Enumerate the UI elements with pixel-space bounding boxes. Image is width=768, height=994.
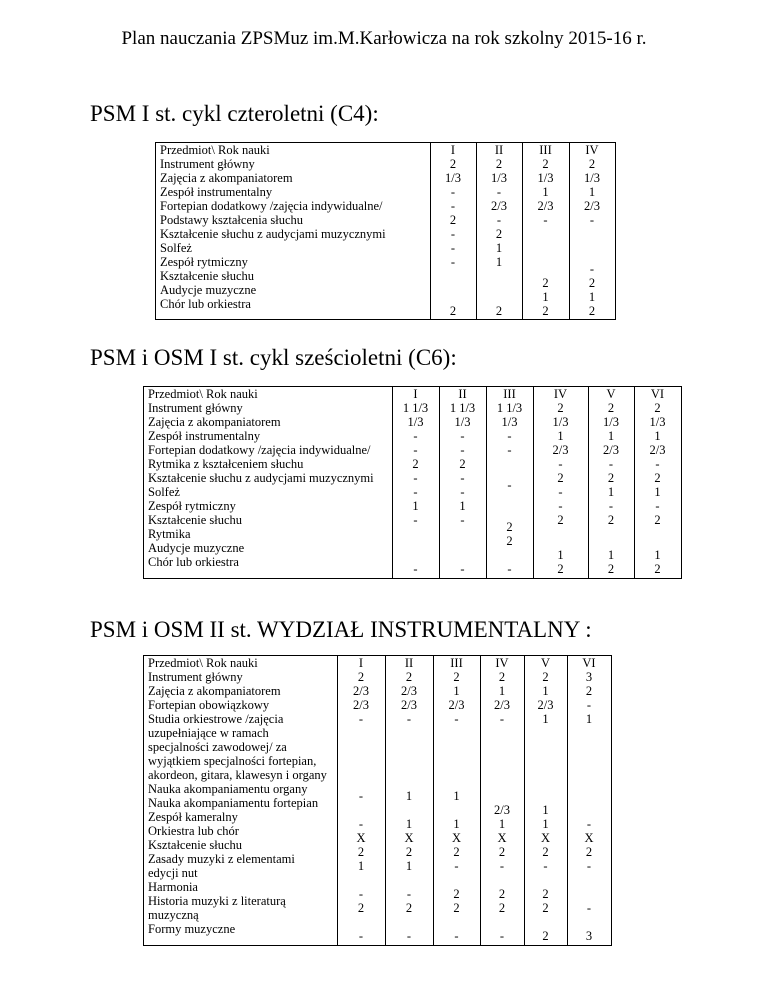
year-header: IV (553, 387, 568, 401)
table-cell: - (413, 513, 418, 527)
subject-label: Zajęcia z akompaniatorem (148, 684, 281, 698)
table-cell: 2/3 (494, 803, 510, 817)
table-cell: - (413, 429, 418, 443)
table-cell: 2 (607, 471, 615, 485)
table-cell: 1 (607, 485, 615, 499)
table-cell: - (507, 443, 512, 457)
table-cell: 2 (542, 276, 549, 290)
section-title-ii-stopien: PSM i OSM II st. WYDZIAŁ INSTRUMENTALNY : (90, 617, 592, 642)
table-c4 (155, 142, 616, 320)
table-cell: 2 (405, 901, 413, 915)
table-cell: 2 (542, 157, 549, 171)
table-cell: 2 (357, 901, 365, 915)
subject-header: Przedmiot\ Rok nauki (148, 656, 258, 670)
subject-label: Nauka akompaniamentu organy (148, 782, 308, 796)
table-cell: 1 (412, 499, 419, 513)
table-cell: - (406, 929, 412, 943)
table-cell: - (507, 429, 512, 443)
year-header: VI (650, 387, 665, 401)
subject-label: Solfeż (148, 485, 180, 499)
table-cell: - (413, 485, 418, 499)
year-header: I (450, 143, 456, 157)
table-cell: - (358, 887, 364, 901)
subject-label: muzyczną (148, 908, 199, 922)
table-cell: 1 (542, 684, 549, 698)
table-cell: - (586, 859, 592, 873)
table-cell: 1 (459, 499, 466, 513)
subject-label: Solfeż (160, 241, 192, 255)
table-cell: 1 (405, 789, 413, 803)
table-cell: - (358, 712, 364, 726)
table-cell: 1 (498, 684, 506, 698)
table-cell: 2 (459, 457, 466, 471)
subject-label: Zespół rytmiczny (160, 255, 248, 269)
table-cell: 2/3 (448, 698, 465, 712)
table-cell: 2 (542, 901, 549, 915)
table-cell: - (589, 262, 595, 276)
table-cell: 2 (498, 670, 506, 684)
table-cell: - (413, 471, 418, 485)
table-cell: - (454, 929, 459, 943)
subject-header: Przedmiot\ Rok nauki (160, 143, 270, 157)
table-cell: 2 (542, 845, 549, 859)
table-cell: - (358, 789, 364, 803)
table-cell: - (460, 443, 465, 457)
table-cell: - (499, 859, 505, 873)
subject-label: Zespół instrumentalny (148, 429, 261, 443)
table-cell: 1 (498, 817, 506, 831)
table-cell: 2 (542, 670, 549, 684)
table-cell: 1 (654, 429, 661, 443)
subject-label: Instrument główny (148, 401, 243, 415)
table-cell: - (558, 499, 563, 513)
table-cell: - (558, 485, 563, 499)
table-cell: 2/3 (353, 698, 369, 712)
table-cell: 2 (498, 901, 506, 915)
table-cell: 2 (654, 513, 661, 527)
table-cell: 1 (495, 255, 503, 269)
subject-label: Audycje muzyczne (160, 283, 257, 297)
table-cell: 2 (449, 213, 457, 227)
table-ii-stopien (143, 655, 612, 946)
subject-label: Podstawy kształcenia słuchu (160, 213, 304, 227)
table-cell: 1 (357, 859, 365, 873)
year-header: II (494, 143, 504, 157)
table-cell: X (584, 831, 594, 845)
table-cell: 1/3 (537, 171, 554, 185)
year-header: III (539, 143, 552, 157)
subject-label: Zespół rytmiczny (148, 499, 236, 513)
subject-label: Chór lub orkiestra (160, 297, 251, 311)
table-cell: 2 (405, 670, 413, 684)
subject-label: edycji nut (148, 866, 198, 880)
year-header: IV (585, 143, 599, 157)
table-cell: 1 (607, 548, 615, 562)
table-cell: 1 (405, 859, 413, 873)
table-cell: - (358, 929, 364, 943)
table-cell: 1/3 (407, 415, 424, 429)
table-cell: 2 (542, 887, 549, 901)
subject-label: Orkiestra lub chór (148, 824, 239, 838)
table-cell: - (460, 562, 465, 576)
subject-label: Rytmika z kształceniem słuchu (148, 457, 304, 471)
subject-label: Zajęcia z akompaniatorem (148, 415, 281, 429)
table-cell: 1/3 (603, 415, 619, 429)
table-cell: 2 (357, 670, 365, 684)
table-cell: - (586, 698, 592, 712)
subject-label: Zajęcia z akompaniatorem (160, 171, 293, 185)
subject-label: Studia orkiestrowe /zajęcia (148, 712, 284, 726)
table-cell: - (496, 185, 502, 199)
table-cell: 1/3 (501, 415, 518, 429)
table-cell: 1 (453, 684, 460, 698)
table-cell: 1/3 (454, 415, 471, 429)
table-cell: 2 (588, 276, 596, 290)
table-cell: 1/3 (584, 171, 600, 185)
table-cell: - (499, 929, 505, 943)
subject-label: Kształcenie słuchu (148, 838, 243, 852)
subject-label: Nauka akompaniamentu fortepian (148, 796, 319, 810)
table-cell: - (499, 712, 505, 726)
table-cell: 1 (607, 429, 615, 443)
table-cell: 2 (588, 157, 596, 171)
table-cell: 2 (654, 562, 661, 576)
table-cell: 1 (542, 817, 549, 831)
table-cell: - (413, 443, 418, 457)
table-cell: - (543, 859, 548, 873)
table-cell: 1 (654, 485, 661, 499)
table-cell: - (460, 471, 465, 485)
table-cell: 1/3 (552, 415, 569, 429)
table-cell: - (454, 859, 459, 873)
table-cell: 1 (542, 185, 549, 199)
subject-label: Chór lub orkiestra (148, 555, 239, 569)
table-cell: 2 (495, 157, 503, 171)
table-cell: - (460, 513, 465, 527)
section-title-c6: PSM i OSM I st. cykl sześcioletni (C6): (90, 345, 457, 370)
subject-label: Historia muzyki z literaturą (148, 894, 286, 908)
table-cell: 2/3 (603, 443, 619, 457)
page-title: Plan nauczania ZPSMuz im.M.Karłowicza na rok szkolny 2015-16 r. (121, 28, 647, 49)
section-title-c4: PSM I st. cykl czteroletni (C4): (90, 101, 379, 126)
table-cell: 1/3 (491, 171, 507, 185)
table-cell: 1/3 (445, 171, 461, 185)
table-cell: - (454, 712, 459, 726)
table-cell: 2/3 (401, 684, 417, 698)
table-cell: 2/3 (649, 443, 666, 457)
table-cell: 1 (453, 789, 460, 803)
table-cell: 1 1/3 (402, 401, 429, 415)
table-cell: 1 1/3 (496, 401, 523, 415)
table-cell: - (406, 712, 412, 726)
table-cell: 1 (654, 548, 661, 562)
year-header: I (413, 387, 418, 401)
table-cell: - (450, 227, 456, 241)
table-cell: 1 (542, 290, 549, 304)
subject-label: Harmonia (148, 880, 198, 894)
table-cell: 2 (557, 471, 564, 485)
year-header: IV (495, 656, 509, 670)
table-cell: - (450, 255, 456, 269)
table-cell: 2 (607, 401, 615, 415)
table-cell: - (450, 199, 456, 213)
table-cell: 2 (557, 562, 564, 576)
table-cell: - (586, 817, 592, 831)
year-header: VI (582, 656, 596, 670)
table-cell: 1 (557, 429, 564, 443)
table-cell: 1 (585, 712, 593, 726)
subject-label: Formy muzyczne (148, 922, 236, 936)
table-cell: - (413, 562, 418, 576)
table-cell: 2 (542, 304, 549, 318)
table-cell: - (358, 817, 364, 831)
year-header: II (458, 387, 467, 401)
table-cell: 2 (449, 157, 457, 171)
table-cell: 1 (495, 241, 503, 255)
table-cell: - (655, 457, 660, 471)
table-cell: - (460, 485, 465, 499)
subject-label: Kształcenie słuchu z audycjami muzycznymi (148, 471, 374, 485)
table-cell: 1 (405, 817, 413, 831)
table-cell: 1 (588, 185, 596, 199)
table-c6 (143, 386, 682, 579)
year-header: III (450, 656, 463, 670)
subject-label: Zasady muzyki z elementami (148, 852, 295, 866)
year-header: V (606, 387, 616, 401)
table-cell: X (356, 831, 366, 845)
table-cell: 2/3 (494, 698, 510, 712)
table-cell: - (586, 901, 592, 915)
table-cell: - (507, 478, 512, 492)
table-cell: 2/3 (537, 199, 554, 213)
table-cell: 2 (412, 457, 419, 471)
table-cell: 2 (498, 887, 506, 901)
subject-label: Kształcenie słuchu (160, 269, 255, 283)
table-cell: 2 (357, 845, 365, 859)
subject-label: Zespół kameralny (148, 810, 238, 824)
table-cell: 2 (542, 929, 549, 943)
table-cell: 2/3 (491, 199, 507, 213)
table-cell: X (404, 831, 414, 845)
table-cell: 1 (557, 548, 564, 562)
table-cell: 2 (498, 845, 506, 859)
table-cell: - (406, 887, 412, 901)
table-cell: 1 1/3 (449, 401, 476, 415)
table-cell: - (450, 185, 456, 199)
table-cell: 2 (557, 401, 564, 415)
subject-label: Instrument główny (160, 157, 255, 171)
table-cell: 2 (506, 534, 513, 548)
year-header: II (404, 656, 414, 670)
table-cell: 2/3 (584, 199, 600, 213)
table-cell: 2 (654, 471, 661, 485)
table-cell: 2 (495, 227, 503, 241)
table-cell: - (608, 457, 614, 471)
table-cell: 3 (585, 670, 593, 684)
table-cell: 1 (542, 712, 549, 726)
subject-label: Fortepian dodatkowy /zajęcia indywidualne/ (148, 443, 371, 457)
year-header: V (540, 656, 551, 670)
subject-label: specjalności zawodowej/ za (148, 740, 287, 754)
subject-label: Fortepian obowiązkowy (148, 698, 270, 712)
table-cell: - (655, 499, 660, 513)
subject-label: Zespół instrumentalny (160, 185, 273, 199)
table-cell: 2 (506, 520, 513, 534)
subject-label: Instrument główny (148, 670, 243, 684)
subject-label: Rytmika (148, 527, 191, 541)
table-cell: 2 (588, 304, 596, 318)
table-cell: 2 (557, 513, 564, 527)
table-cell: 2 (405, 845, 413, 859)
table-cell: 2 (495, 304, 503, 318)
table-cell: X (497, 831, 507, 845)
subject-label: Fortepian dodatkowy /zajęcia indywidualne/ (160, 199, 383, 213)
table-cell: - (460, 429, 465, 443)
table-cell: 2 (654, 401, 661, 415)
subject-label: uzupełniające w ramach (148, 726, 269, 740)
table-cell: 2 (607, 562, 615, 576)
table-cell: 2 (453, 901, 460, 915)
table-cell: - (450, 241, 456, 255)
table-cell: 2/3 (552, 443, 569, 457)
year-header: III (503, 387, 516, 401)
year-header: I (358, 656, 364, 670)
table-cell: 2/3 (353, 684, 369, 698)
table-cell: - (507, 562, 512, 576)
table-cell: 2 (453, 887, 460, 901)
table-cell: - (543, 213, 548, 227)
table-cell: X (540, 831, 551, 845)
table-cell: 3 (585, 929, 593, 943)
table-cell: - (558, 457, 563, 471)
subject-label: Kształcenie słuchu z audycjami muzycznymi (160, 227, 386, 241)
subject-label: akordeon, gitara, klawesyn i organy (148, 768, 327, 782)
table-cell: 2 (607, 513, 615, 527)
subject-label: wyjątkiem specjalności fortepian, (148, 754, 317, 768)
table-cell: 2 (453, 670, 460, 684)
subject-header: Przedmiot\ Rok nauki (148, 387, 258, 401)
table-cell: 2 (585, 845, 593, 859)
table-cell: 2 (585, 684, 593, 698)
subject-label: Audycje muzyczne (148, 541, 245, 555)
table-cell: X (451, 831, 462, 845)
table-cell: 1 (588, 290, 596, 304)
table-cell: 1 (542, 803, 549, 817)
table-cell: - (496, 213, 502, 227)
table-cell: 2/3 (537, 698, 554, 712)
table-cell: - (589, 213, 595, 227)
subject-label: Kształcenie słuchu (148, 513, 243, 527)
table-cell: 2 (449, 304, 457, 318)
table-cell: - (608, 499, 614, 513)
table-cell: 2 (453, 845, 460, 859)
table-cell: 1/3 (649, 415, 666, 429)
table-cell: 1 (453, 817, 460, 831)
table-cell: 2/3 (401, 698, 417, 712)
